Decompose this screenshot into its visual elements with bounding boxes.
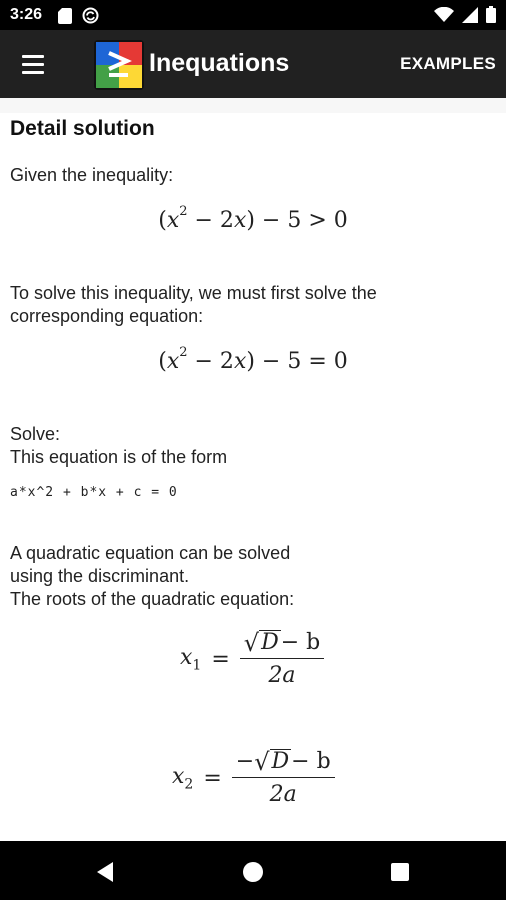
recents-icon xyxy=(390,862,410,882)
root1-denominator: 2a xyxy=(268,663,296,689)
hamburger-icon-line xyxy=(22,63,44,66)
content-top-strip xyxy=(0,98,506,113)
equation-formula: $(x^2 - 2x) - 5 = 0$ xyxy=(158,345,348,374)
status-notification-icons xyxy=(58,7,99,24)
root2-fraction xyxy=(232,749,335,807)
root1-lhs: $x_1$ xyxy=(180,644,202,674)
home-icon xyxy=(242,861,264,883)
solve-label: Solve: xyxy=(10,424,61,444)
root1-numerator-rest: − b xyxy=(280,630,321,656)
battery-icon xyxy=(486,6,496,23)
section-title: Detail solution xyxy=(10,117,155,140)
back-button[interactable] xyxy=(93,860,117,884)
navigation-bar xyxy=(0,841,506,900)
root2-numerator-rest: − b xyxy=(291,749,331,775)
back-icon xyxy=(95,861,115,883)
root2-minus-sign: − xyxy=(235,749,255,775)
solution-content[interactable] xyxy=(0,98,506,841)
app-bar xyxy=(0,30,506,98)
root2-formula xyxy=(172,749,335,807)
equals-sign: = xyxy=(211,646,230,672)
form-label: This equation is of the form xyxy=(10,447,228,467)
status-time: 3:26 xyxy=(10,6,43,23)
root2-lhs: $x_2$ xyxy=(172,763,194,793)
equals-sign: = xyxy=(203,765,222,791)
inequality-formula: $(x^2 - 2x) - 5 > 0$ xyxy=(158,204,348,233)
roots-label: The roots of the quadratic equation: xyxy=(10,589,295,609)
hamburger-icon-line xyxy=(22,55,44,58)
discriminant-line-2: using the discriminant. xyxy=(10,566,190,586)
discriminant-line-1: A quadratic equation can be solved xyxy=(10,543,291,563)
recents-button[interactable] xyxy=(388,860,412,884)
hamburger-icon-line xyxy=(22,71,44,74)
sqrt-symbol: √ D xyxy=(243,629,279,658)
solve-intro: To solve this inequality, we must first solve the corresponding equation: xyxy=(10,283,377,326)
wifi-icon xyxy=(434,7,454,23)
app-logo-icon xyxy=(94,40,144,90)
signal-icon xyxy=(462,7,478,23)
status-bar xyxy=(0,0,506,30)
root2-denominator: 2a xyxy=(269,782,297,808)
given-label: Given the inequality: xyxy=(10,165,174,185)
root1-fraction xyxy=(240,630,324,688)
examples-button[interactable]: EXAMPLES xyxy=(400,54,496,73)
app-title: Inequations xyxy=(149,49,290,77)
root1-formula xyxy=(180,630,324,688)
sync-icon xyxy=(82,7,99,24)
root2-numerator xyxy=(232,749,335,778)
root1-numerator xyxy=(240,630,324,659)
menu-button[interactable] xyxy=(18,49,54,79)
form-code: a*x^2 + b*x + c = 0 xyxy=(10,485,178,500)
sqrt-symbol: √ D xyxy=(254,748,290,777)
sd-card-icon xyxy=(58,8,72,24)
home-button[interactable] xyxy=(241,860,265,884)
status-system-icons xyxy=(434,6,496,23)
